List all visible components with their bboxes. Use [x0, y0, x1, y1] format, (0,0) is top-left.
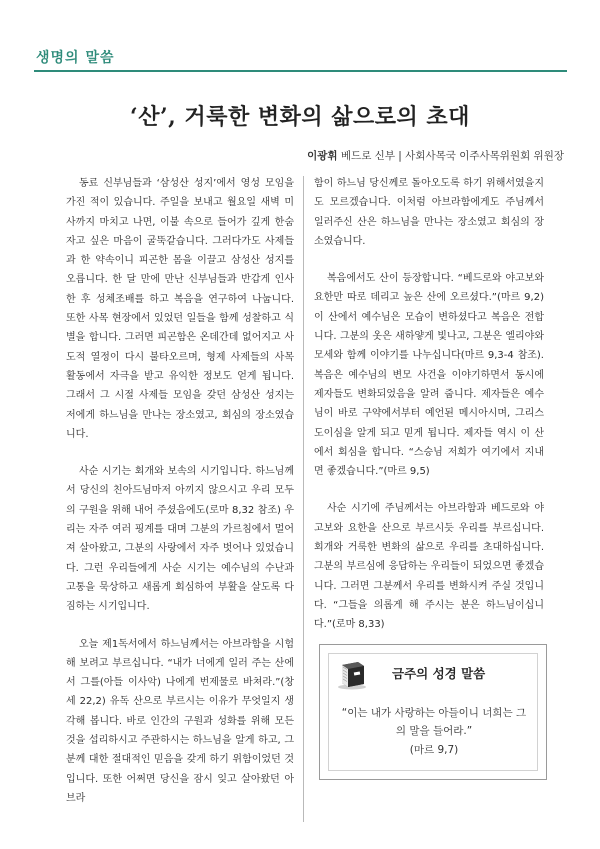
article-column-left	[66, 174, 294, 826]
bible-icon	[336, 660, 368, 690]
verse-box-title: 금주의 성경 말씀	[392, 666, 486, 681]
paragraph: 복음에서도 산이 등장합니다. “베드로와 야고보와 요한만 따로 데리고 높은 산에 오르셨다.”(마르 9,2) 이 산에서 예수님은 모습이 변하셨다고 복음은 전합니다. 그분의 옷은 새하얗게 빛나고, 그분은 엘리야와 모세와 함께 이야기를 나누십니다(마르 9,3-4 참조). 복음은 예수님의 변모 사건을 이야기하면서 동시에 제자들도 변화되었음을 알려 줍니다. 제자들은 예수님이 바로 구약에서부터 예언된 메시아시며, 그리스도이심을 알게 되고 믿게 됩니다. 제자들 역시 이 산에서 회심을 합니다. “스승님 저희가 여기에서 지내면 좋겠습니다.”(마르 9,5)	[314, 273, 544, 478]
column-divider	[303, 176, 304, 822]
paragraph: 오늘 제1독서에서 하느님께서는 아브라함을 시험해 보려고 부르십니다. “내가 너에게 일러 주는 산에서 그를(아들 이사악) 나에게 번제물로 바쳐라.”(창세 22,2) 유독 산으로 부르시는 이유가 무엇일지 생각해 봅니다. 바로 인간의 구원과 성화를 위해 모든 것을 섭리하시고 주관하시는 하느님을 알게 하고, 그분께 대한 절대적인 믿음을 갖게 하기 위함이었던 것입니다. 또한 어쩌면 당신을 잠시 잊고 살아왔던 아브라	[66, 638, 294, 804]
article-author	[307, 148, 564, 163]
paragraph: 함이 하느님 당신께로 돌아오도록 하기 위해서였을지도 모르겠습니다. 이처럼 아브라함에게도 주님께서 일러주신 산은 하느님을 만나는 장소였고 회심의 장소였습니다.	[314, 178, 544, 247]
article-title: ‘산’, 거룩한 변화의 삶으로의 초대	[130, 104, 470, 130]
verse-reference: (마르 9,7)	[409, 744, 459, 756]
paragraph: 사순 시기는 회개와 보속의 시기입니다. 하느님께서 당신의 친아드님마저 아끼지 않으시고 우리 모두의 구원을 위해 내어 주셨음에도(로마 8,32 참조) 우리는 자주 여러 핑계를 대며 그분의 가르침에서 멀어져 살아왔고, 그분의 사랑에서 자주 벗어나 있었습니다. 그런 우리들에게 사순 시기는 예수님의 수난과 고통을 묵상하고 새롭게 회심하여 부활을 살도록 다짐하는 시기입니다.	[66, 466, 294, 613]
author-role: 베드로 신부 | 사회사목국 이주사목위원회 위원장	[340, 150, 564, 162]
section-header	[34, 44, 567, 72]
author-name: 이광휘	[307, 150, 338, 162]
verse-text: “이는 내가 사랑하는 아들이니 너희는 그의 말을 들어라.”	[341, 707, 527, 737]
paragraph: 사순 시기에 주님께서는 아브라함과 베드로와 야고보와 요한을 산으로 부르시듯 우리를 부르십니다. 회개와 거룩한 변화의 삶으로 우리를 초대하십니다. 그분의 부르심에 응답하는 우리들이 되었으면 좋겠습니다. 그러면 그분께서 우리를 변화시켜 주실 것입니다. “그들을 의롭게 해 주시는 분은 하느님이십니다.”(로마 8,33)	[314, 503, 544, 631]
section-label: 생명의 말씀	[36, 50, 115, 66]
paragraph: 동료 신부님들과 ‘삼성산 성지’에서 영성 모임을 가진 적이 있습니다. 주일을 보내고 월요일 새벽 미사까지 마치고 나면, 이불 속으로 들어가 깊게 한숨 자고 싶은 마음이 굴뚝같습니다. 그러다가도 사제들과 한 약속이니 피곤한 몸을 이끌고 삼성산 성지를 오릅니다. 한 달 만에 만난 신부님들과 반갑게 인사한 후 성체조배를 하고 복음을 연구하여 나눕니다. 또한 사목 현장에서 있었던 일들을 함께 성찰하고 식별을 합니다. 그러면 피곤함은 온데간데 없어지고 사도적 열정이 다시 불타오르며, 형제 사제들의 사목 활동에서 자극을 받고 유익한 정보도 얻게 됩니다. 그래서 그 시절 사제들 모임을 갖던 삼성산 성지는 저에게 하느님을 만나는 장소였고, 회심의 장소였습니다.	[66, 178, 294, 440]
article-column-right	[314, 174, 544, 653]
